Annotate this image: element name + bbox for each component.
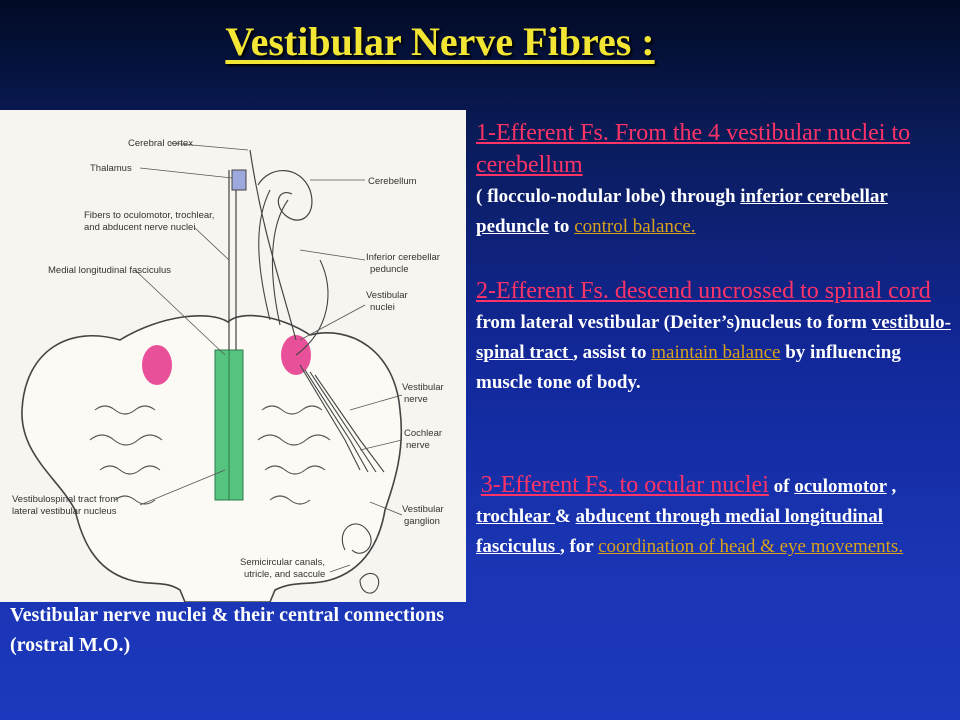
point-2-heading: 2-Efferent Fs. descend uncrossed to spinal cord [476, 278, 931, 304]
thalamus-box [232, 170, 246, 190]
label-icp-2: peduncle [370, 264, 409, 275]
point-2 [476, 276, 952, 398]
point-3-text-1: of [768, 476, 795, 497]
medulla-outline [22, 316, 401, 602]
point-3-heading: 3-Efferent Fs. to ocular nuclei [480, 472, 769, 498]
label-fibers-2: and abducent nerve nuclei [84, 222, 196, 233]
label-cochlear-2: nerve [406, 440, 430, 451]
vestibular-nucleus-left [142, 345, 172, 385]
label-vnerve-1: Vestibular [402, 382, 444, 393]
figure-caption: Vestibular nerve nuclei & their central connections (rostral M.O.) [10, 604, 445, 656]
label-vn-1: Vestibular [366, 290, 408, 301]
label-thalamus: Thalamus [90, 163, 132, 174]
label-icp-1: Inferior cerebellar [366, 252, 440, 263]
point-2-text-1: from lateral vestibular (Deiter’s)nucleus to form [476, 312, 872, 333]
point-2-underlined: vestibulo-spinal tract [476, 312, 951, 363]
point-2-gold: maintain balance [651, 342, 781, 363]
point-3-text-2: , [886, 476, 897, 497]
slide-title: Vestibular Nerve Fibres : [225, 19, 655, 64]
point-2-text-2: , assist to [573, 342, 652, 363]
label-vn-2: nuclei [370, 302, 395, 313]
point-3-gold: coordination of head & eye movements. [598, 536, 904, 557]
label-cerebral-cortex: Cerebral cortex [128, 138, 193, 149]
label-vst-1: Vestibulospinal tract from [12, 494, 119, 505]
point-1-underlined: inferior cerebellar peduncle [476, 186, 888, 237]
label-fibers-1: Fibers to oculomotor, trochlear, [84, 210, 215, 221]
label-vst-2: lateral vestibular nucleus [12, 506, 117, 517]
label-vg-1: Vestibular [402, 504, 444, 515]
anatomy-diagram [0, 110, 466, 602]
point-3-underlined-1: oculomotor [794, 476, 887, 497]
point-1-text-2: to [548, 216, 575, 237]
label-cerebellum: Cerebellum [368, 176, 417, 187]
label-sc-1: Semicircular canals, [240, 557, 325, 568]
point-2-text-3: by influencing muscle tone of body. [476, 342, 901, 393]
point-1-heading: 1-Efferent Fs. From the 4 vestibular nuclei to cerebellum [476, 120, 911, 178]
point-1-text-1: ( flocculo-nodular lobe) through [476, 186, 741, 207]
label-vnerve-2: nerve [404, 394, 428, 405]
point-1-gold: control balance. [574, 216, 696, 237]
vestibular-pathway-illustration [0, 110, 466, 602]
point-3-text-3: & [554, 506, 576, 527]
label-cochlear-1: Cochlear [404, 428, 443, 439]
point-1 [476, 118, 952, 242]
label-mlf: Medial longitudinal fasciculus [48, 265, 172, 276]
label-sc-2: utricle, and saccule [244, 569, 326, 580]
point-3-underlined-3: abducent through medial longitudinal fasciculus [476, 506, 883, 557]
point-3 [476, 470, 952, 562]
cerebellum-loop [258, 171, 312, 221]
point-3-underlined-2: trochlear [476, 506, 555, 527]
point-3-text-4: , for [559, 536, 599, 557]
label-vg-2: ganglion [404, 516, 440, 527]
